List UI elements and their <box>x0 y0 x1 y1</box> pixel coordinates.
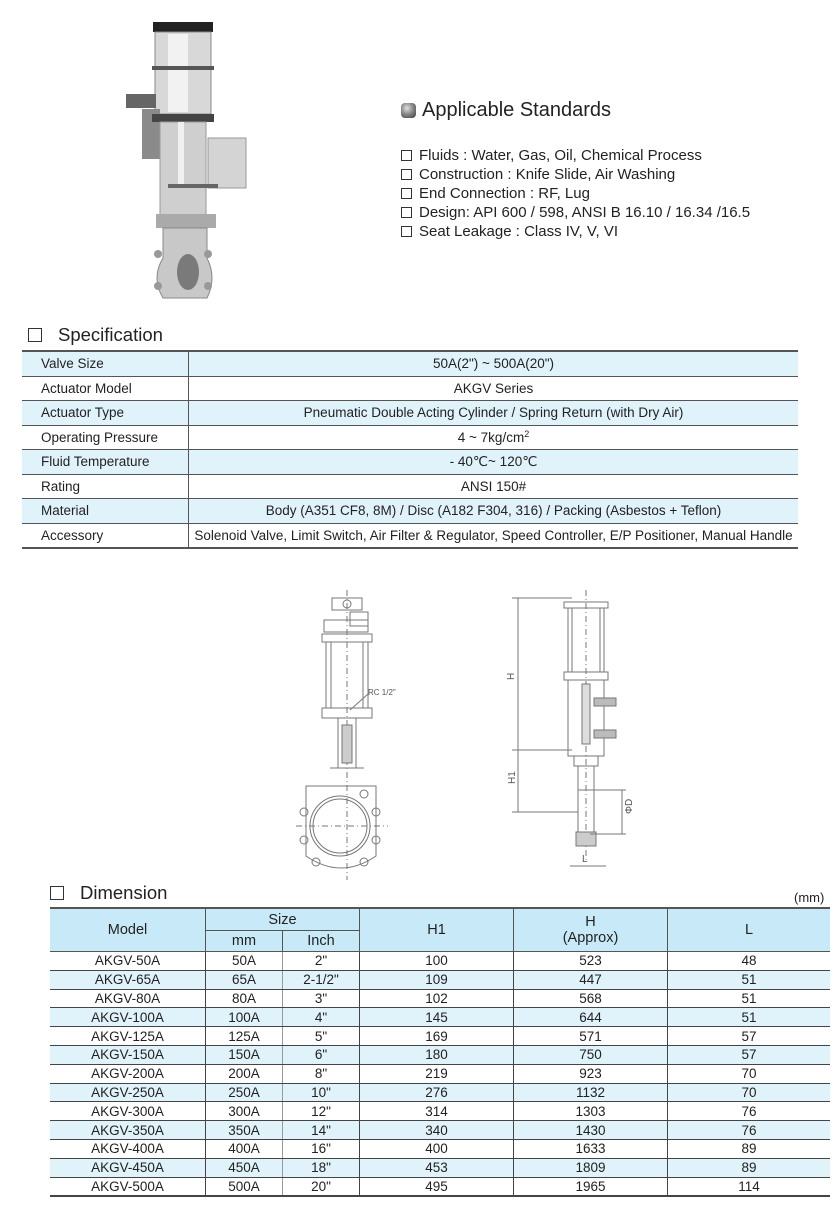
dimension-table-body <box>50 952 830 1197</box>
spec-value <box>189 425 799 450</box>
cell-l: 89 <box>668 1139 831 1158</box>
spec-row <box>22 474 798 499</box>
cell-model: AKGV-350A <box>50 1121 206 1140</box>
header-mm: mm <box>206 931 283 952</box>
cell-h: 1809 <box>514 1158 668 1177</box>
table-row <box>50 1177 830 1196</box>
header-h-text: H <box>585 914 596 930</box>
spec-label: Operating Pressure <box>22 425 189 450</box>
cell-mm: 80A <box>206 989 283 1008</box>
spec-row <box>22 499 798 524</box>
spec-label: Material <box>22 499 189 524</box>
table-row <box>50 1027 830 1046</box>
spec-value: Body (A351 CF8, 8M) / Disc (A182 F304, 316) / Packing (Asbestos + Teflon) <box>189 499 799 524</box>
cell-inch: 14" <box>283 1121 360 1140</box>
cell-h: 568 <box>514 989 668 1008</box>
cell-inch: 16" <box>283 1139 360 1158</box>
standards-title <box>401 99 611 122</box>
table-row <box>50 970 830 989</box>
cell-l: 57 <box>668 1045 831 1064</box>
header-row <box>50 908 830 931</box>
cell-l: 51 <box>668 989 831 1008</box>
table-row <box>50 1121 830 1140</box>
table-row <box>50 1064 830 1083</box>
cell-inch: 5" <box>283 1027 360 1046</box>
spec-value: 50A(2") ~ 500A(20") <box>189 351 799 376</box>
side-view-drawing <box>498 590 648 880</box>
table-row <box>50 1008 830 1027</box>
cell-l: 76 <box>668 1102 831 1121</box>
cell-h1: 340 <box>360 1121 514 1140</box>
cell-inch: 2-1/2" <box>283 970 360 989</box>
spec-value: AKGV Series <box>189 376 799 401</box>
cell-h1: 180 <box>360 1045 514 1064</box>
standard-text: End Connection : RF, Lug <box>419 185 590 202</box>
cell-mm: 500A <box>206 1177 283 1196</box>
cell-h1: 400 <box>360 1139 514 1158</box>
valve-photo <box>108 14 268 314</box>
standard-text: Seat Leakage : Class IV, V, VI <box>419 223 619 240</box>
spec-value: Solenoid Valve, Limit Switch, Air Filter & Regulator, Speed Controller, E/P Positioner, Manual Handle <box>189 523 799 548</box>
dimension-title: Dimension <box>80 882 168 903</box>
cell-h1: 219 <box>360 1064 514 1083</box>
cell-model: AKGV-500A <box>50 1177 206 1196</box>
cell-h1: 100 <box>360 952 514 971</box>
rc-port-label: RC 1/2" <box>368 688 396 697</box>
standards-title-text: Applicable Standards <box>422 99 612 121</box>
cell-model: AKGV-65A <box>50 970 206 989</box>
cell-h1: 145 <box>360 1008 514 1027</box>
cell-l: 51 <box>668 1008 831 1027</box>
cell-mm: 400A <box>206 1139 283 1158</box>
checkbox-icon <box>50 886 64 900</box>
header-inch: Inch <box>283 931 360 952</box>
cell-h1: 102 <box>360 989 514 1008</box>
cell-h: 1303 <box>514 1102 668 1121</box>
cell-h1: 453 <box>360 1158 514 1177</box>
cell-h1: 109 <box>360 970 514 989</box>
standard-text: Construction : Knife Slide, Air Washing <box>419 166 676 183</box>
cell-model: AKGV-300A <box>50 1102 206 1121</box>
table-row <box>50 1102 830 1121</box>
cell-l: 76 <box>668 1121 831 1140</box>
h1-dimension-label: H1 <box>507 771 518 784</box>
cell-model: AKGV-100A <box>50 1008 206 1027</box>
specification-table <box>22 350 798 549</box>
cell-inch: 6" <box>283 1045 360 1064</box>
table-row <box>50 1045 830 1064</box>
cell-h: 923 <box>514 1064 668 1083</box>
cell-h: 644 <box>514 1008 668 1027</box>
spec-label: Accessory <box>22 523 189 548</box>
cell-model: AKGV-450A <box>50 1158 206 1177</box>
cell-inch: 10" <box>283 1083 360 1102</box>
cell-h: 1132 <box>514 1083 668 1102</box>
h-dimension-label: H <box>506 672 517 680</box>
superscript: 2 <box>524 429 530 440</box>
cell-mm: 100A <box>206 1008 283 1027</box>
cell-l: 57 <box>668 1027 831 1046</box>
cell-l: 70 <box>668 1083 831 1102</box>
spec-value: Pneumatic Double Acting Cylinder / Spring Return (with Dry Air) <box>189 401 799 426</box>
cell-model: AKGV-80A <box>50 989 206 1008</box>
cell-mm: 125A <box>206 1027 283 1046</box>
spec-label: Rating <box>22 474 189 499</box>
standards-list <box>401 146 750 241</box>
table-row <box>50 1158 830 1177</box>
front-view-drawing <box>288 590 428 880</box>
cell-inch: 12" <box>283 1102 360 1121</box>
bullet-ball-icon <box>401 103 416 118</box>
cell-mm: 65A <box>206 970 283 989</box>
cell-model: AKGV-250A <box>50 1083 206 1102</box>
standard-item <box>401 146 750 165</box>
spec-row <box>22 450 798 475</box>
cell-h: 1633 <box>514 1139 668 1158</box>
checkbox-icon <box>401 150 412 161</box>
cell-model: AKGV-400A <box>50 1139 206 1158</box>
header-h-sub: (Approx) <box>562 930 619 946</box>
specification-title: Specification <box>58 324 163 345</box>
spec-value-text: 4 ~ 7kg/cm <box>457 430 525 446</box>
specification-heading <box>28 324 163 346</box>
cell-inch: 18" <box>283 1158 360 1177</box>
spec-label: Actuator Model <box>22 376 189 401</box>
cell-h: 750 <box>514 1045 668 1064</box>
cell-mm: 450A <box>206 1158 283 1177</box>
spec-row <box>22 523 798 548</box>
checkbox-icon <box>401 207 412 218</box>
cell-l: 48 <box>668 952 831 971</box>
dimension-heading <box>50 882 167 904</box>
cell-model: AKGV-50A <box>50 952 206 971</box>
header-l: L <box>668 908 831 952</box>
cell-mm: 200A <box>206 1064 283 1083</box>
cell-h1: 169 <box>360 1027 514 1046</box>
l-dimension-label: L <box>582 854 588 865</box>
cell-mm: 150A <box>206 1045 283 1064</box>
diameter-label: ΦD <box>624 798 635 814</box>
header-size: Size <box>206 908 360 931</box>
cell-inch: 4" <box>283 1008 360 1027</box>
standard-text: Design: API 600 / 598, ANSI B 16.10 / 16.34 /16.5 <box>419 204 751 221</box>
spec-row <box>22 351 798 376</box>
cell-h: 447 <box>514 970 668 989</box>
standard-item <box>401 184 750 203</box>
cell-h: 1965 <box>514 1177 668 1196</box>
checkbox-icon <box>401 169 412 180</box>
spec-row <box>22 401 798 426</box>
cell-model: AKGV-150A <box>50 1045 206 1064</box>
cell-h1: 495 <box>360 1177 514 1196</box>
cell-mm: 350A <box>206 1121 283 1140</box>
cell-l: 51 <box>668 970 831 989</box>
spec-row <box>22 376 798 401</box>
cell-mm: 50A <box>206 952 283 971</box>
standard-text: Fluids : Water, Gas, Oil, Chemical Process <box>419 147 702 164</box>
cell-model: AKGV-200A <box>50 1064 206 1083</box>
checkbox-icon <box>28 328 42 342</box>
spec-label: Fluid Temperature <box>22 450 189 475</box>
header-model: Model <box>50 908 206 952</box>
checkbox-icon <box>401 226 412 237</box>
unit-label: (mm) <box>794 890 825 905</box>
table-row <box>50 989 830 1008</box>
standard-item <box>401 165 750 184</box>
checkbox-icon <box>401 188 412 199</box>
spec-row <box>22 425 798 450</box>
cell-model: AKGV-125A <box>50 1027 206 1046</box>
table-row <box>50 952 830 971</box>
spec-value: - 40℃~ 120℃ <box>189 450 799 475</box>
cell-inch: 2" <box>283 952 360 971</box>
header-h1: H1 <box>360 908 514 952</box>
cell-inch: 3" <box>283 989 360 1008</box>
cell-h: 571 <box>514 1027 668 1046</box>
standard-item <box>401 222 750 241</box>
cell-h: 1430 <box>514 1121 668 1140</box>
cell-l: 70 <box>668 1064 831 1083</box>
header-h <box>514 908 668 952</box>
cell-l: 89 <box>668 1158 831 1177</box>
spec-value: ANSI 150# <box>189 474 799 499</box>
cell-h1: 276 <box>360 1083 514 1102</box>
table-row <box>50 1139 830 1158</box>
table-row <box>50 1083 830 1102</box>
cell-l: 114 <box>668 1177 831 1196</box>
cell-inch: 8" <box>283 1064 360 1083</box>
cell-mm: 250A <box>206 1083 283 1102</box>
standard-item <box>401 203 750 222</box>
spec-label: Actuator Type <box>22 401 189 426</box>
cell-mm: 300A <box>206 1102 283 1121</box>
cell-inch: 20" <box>283 1177 360 1196</box>
dimension-table <box>50 907 830 1197</box>
cell-h1: 314 <box>360 1102 514 1121</box>
cell-h: 523 <box>514 952 668 971</box>
spec-label: Valve Size <box>22 351 189 376</box>
